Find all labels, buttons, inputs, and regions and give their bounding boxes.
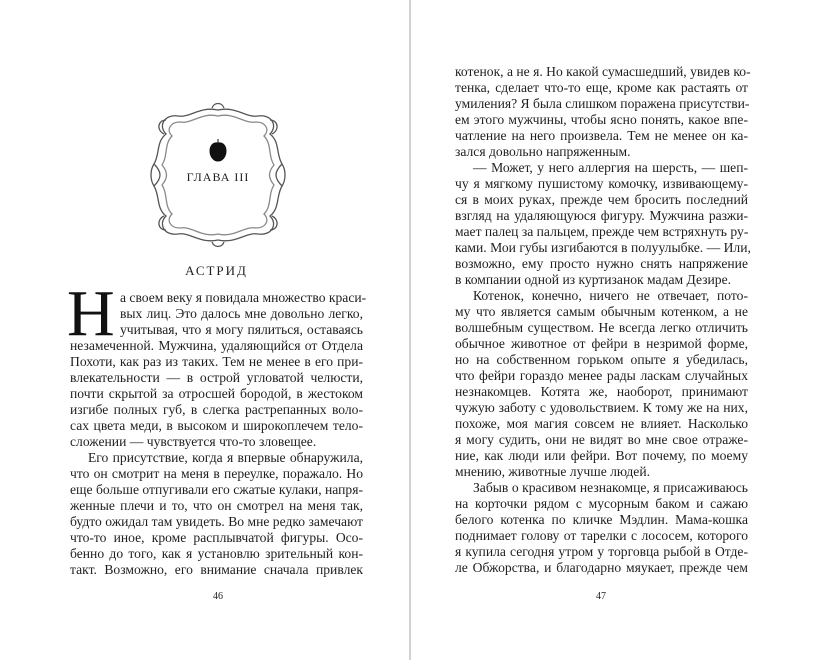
text-line: почти скрытой за отросшей бородой, в жестоком: [70, 386, 363, 401]
text-line: влекательности — в острой угловатой челюсти,: [70, 370, 363, 385]
text-line: что он смотрит на меня в переулке, поражало. Но: [70, 466, 363, 481]
text-line: чужую заботу с удовольствием. К тому же на них,: [455, 400, 748, 415]
text-line: умиления? Я была слишком поражена присутстви-: [455, 96, 750, 111]
text-line: изгибе полных губ, в слегка растрепанных воло-: [70, 402, 363, 417]
right-page-text: [455, 64, 751, 576]
chapter-label: ГЛАВА III: [186, 170, 250, 184]
text-line: обычное животное от фейри в незримой форме,: [455, 336, 748, 351]
text-line: еще больше отпугивали его сжатые кулаки, напря-: [70, 482, 363, 497]
left-page-text: [67, 277, 367, 578]
text-line: женные плечи и то, что он смотрел на меня так,: [70, 498, 363, 513]
text-line: мнению, животные лучше людей.: [455, 464, 650, 479]
text-line: а своем веку я повидала множество краси-: [120, 290, 367, 305]
text-line: сах цвета меди, в высоком и широкоплечем тело-: [70, 418, 363, 433]
text-line: возможно, ему просто нужно снять напряжение: [455, 256, 748, 271]
text-line: Его присутствие, когда я впервые обнаружила,: [88, 450, 363, 465]
text-line: му что является самым обычным котенком, а не: [455, 304, 748, 319]
text-line: ние, как люди или фейри. Вот почему, по моему: [455, 448, 748, 463]
text-line: мает палец за пальцем, прежде чем встряхнуть ру-: [455, 224, 749, 239]
text-line: чатление на него произвела. Тем не менее он ка-: [455, 128, 748, 143]
text-line: что-то иное, кроме расплывчатой фигуры. Осо-: [70, 530, 363, 545]
text-line: ле Обжорства, и благодарно мяукает, прежде чем: [455, 560, 748, 575]
text-line: ся в моих руках, прежде чем бросить последний: [455, 192, 748, 207]
text-line: такт. Возможно, его внимание сначала привлек: [70, 562, 363, 577]
text-line: незнакомцев. Котята же, наоборот, принимают: [455, 384, 748, 399]
right-page: [411, 0, 820, 660]
text-line: котенок, а не я. Но какой сумасшедший, увидев ко-: [455, 64, 751, 79]
text-line: Котенок, конечно, ничего не отвечает, пото-: [473, 288, 748, 303]
text-line: что фейри гораздо менее рады ласкам случайных: [455, 368, 748, 383]
page-number: 46: [213, 591, 223, 602]
text-line: поднимает голову от тарелки с лососем, которого: [455, 528, 748, 543]
text-line: на корточки рядом с мусорным баком и сажаю: [455, 496, 748, 511]
drop-cap: Н: [67, 277, 115, 350]
text-line: в компании одной из куртизанок мадам Дезире.: [455, 272, 732, 287]
text-line: взгляд на удаляющуюся фигуру. Мужчина разжи-: [455, 208, 748, 223]
text-line: сложении — чувствуется что-то зловещее.: [70, 434, 317, 449]
chapter-title: АСТРИД: [185, 263, 248, 278]
text-line: ем этого мужчины, чтобы ясно понять, какое впе-: [455, 112, 748, 127]
text-line: я купила сегодня утром у торговца рыбой в Отде-: [455, 544, 748, 559]
page-number: 47: [596, 591, 606, 602]
apple-icon: [210, 139, 226, 161]
text-line: волшебным существом. Не всегда легко отличить: [455, 320, 748, 335]
text-line: чу я мягкому пушистому комочку, извивающему-: [455, 176, 748, 191]
text-line: Забыв о красивом незнакомце, я присаживаюсь: [473, 480, 748, 495]
text-line: бенно до того, как я установлю зрительный кон-: [70, 546, 363, 561]
text-line: но на собственном горьком опыте я убедилась,: [455, 352, 748, 367]
text-line: ками. Мои губы изгибаются в полуулыбке. — Или,: [455, 240, 751, 255]
text-line: Похоти, как раз из таких. Тем не менее в его при-: [70, 354, 363, 369]
text-line: похоже, моя магия совсем не влияет. Насколько: [455, 416, 748, 431]
text-line: будто ожидал там увидеть. Во мне редко замечают: [70, 514, 363, 529]
text-line: незамеченной. Мужчина, удаляющийся от Отдела: [70, 338, 363, 353]
text-line: вых лиц. Это далось мне довольно легко,: [120, 306, 363, 321]
text-line: белого котенка по кличке Мэдлин. Мама-кошка: [455, 512, 748, 527]
text-line: учитывая, что я могу пялиться, оставаясь: [120, 322, 363, 337]
text-line: зался довольно напряженным.: [455, 144, 631, 159]
text-line: я могу судить, они не видят во мне свое отраже-: [455, 432, 748, 447]
text-line: тенка, сделает что-то еще, кроме как растаять от: [455, 80, 748, 95]
text-line: — Может, у него аллергия на шерсть, — шеп-: [473, 160, 748, 175]
